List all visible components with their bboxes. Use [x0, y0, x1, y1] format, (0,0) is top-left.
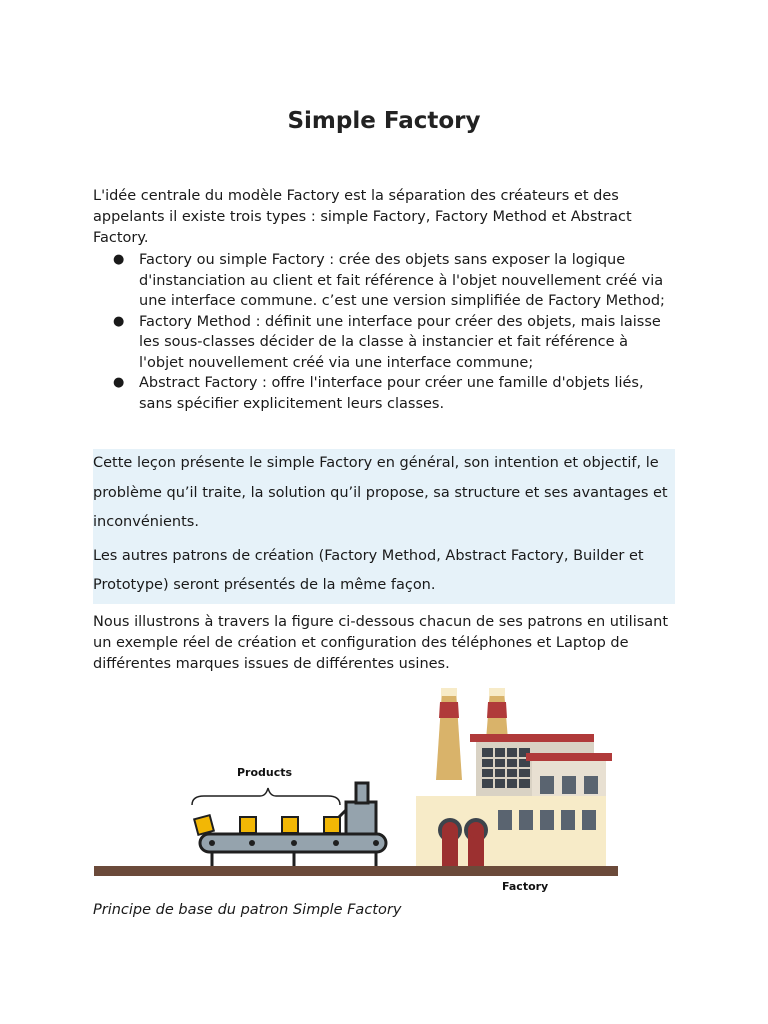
bullet-icon: ●: [113, 252, 125, 267]
rear-roof: [470, 734, 594, 742]
highlight-paragraph: Les autres patrons de création (Factory Method, Abstract Factory, Builder et Prototype) seront présentés de la même façon.: [93, 547, 644, 593]
list-item-text: Abstract Factory : offre l'interface pour créer une famille d'objets liés, sans spécifier explicitement leurs classes.: [139, 375, 644, 412]
chimney-right: [486, 688, 508, 740]
products-label: Products: [237, 766, 293, 779]
conveyor-belt: [200, 834, 386, 868]
list-item-text: Factory Method : définit une interface pour créer des objets, mais laisse les sous-classes décider de la classe à instancier et fait référence à l'objet nouvellement créé via une interface commune;: [139, 313, 661, 371]
list-item: [113, 312, 673, 374]
chimney-left: [436, 688, 462, 780]
figure-intro-paragraph: Nous illustrons à travers la figure ci-dessous chacun de ses patrons en utilisant un exemple réel de création et configuration des téléphones et Laptop de différentes marques issues de différentes usines.: [93, 614, 669, 672]
factory-illustration-svg: [88, 680, 628, 900]
brace: [192, 788, 340, 805]
factory-types-list: [113, 250, 673, 414]
machine: [336, 783, 376, 838]
bullet-icon: ●: [113, 313, 125, 329]
factory-label: Factory: [502, 880, 549, 893]
factory-illustration: [88, 680, 628, 900]
list-item: [113, 250, 673, 312]
list-item: [113, 373, 673, 414]
ground: [94, 866, 618, 876]
products: [194, 815, 340, 835]
grid-window: [482, 748, 530, 788]
list-item-text: Factory ou simple Factory : crée des objets sans exposer la logique d'instanciation au client et fait référence à l'objet nouvellement créé via une interface commune. c’est une version simplifiée de Factory Method;: [139, 252, 665, 309]
highlight-paragraph: Cette leçon présente le simple Factory en général, son intention et objectif, le problème qu’il traite, la solution qu’il propose, sa structure et ses avantages et inconvénients.: [93, 455, 668, 530]
figure-caption: Principe de base du patron Simple Factory: [93, 902, 402, 918]
intro-paragraph: L'idée centrale du modèle Factory est la séparation des créateurs et des appelants il existe trois types : simple Factory, Factory Method et Abstract Factory.: [93, 188, 632, 246]
right-roof: [526, 753, 612, 761]
bullet-icon: ●: [113, 375, 125, 390]
page-title: Simple Factory: [287, 108, 481, 134]
highlight-box: [93, 449, 675, 604]
